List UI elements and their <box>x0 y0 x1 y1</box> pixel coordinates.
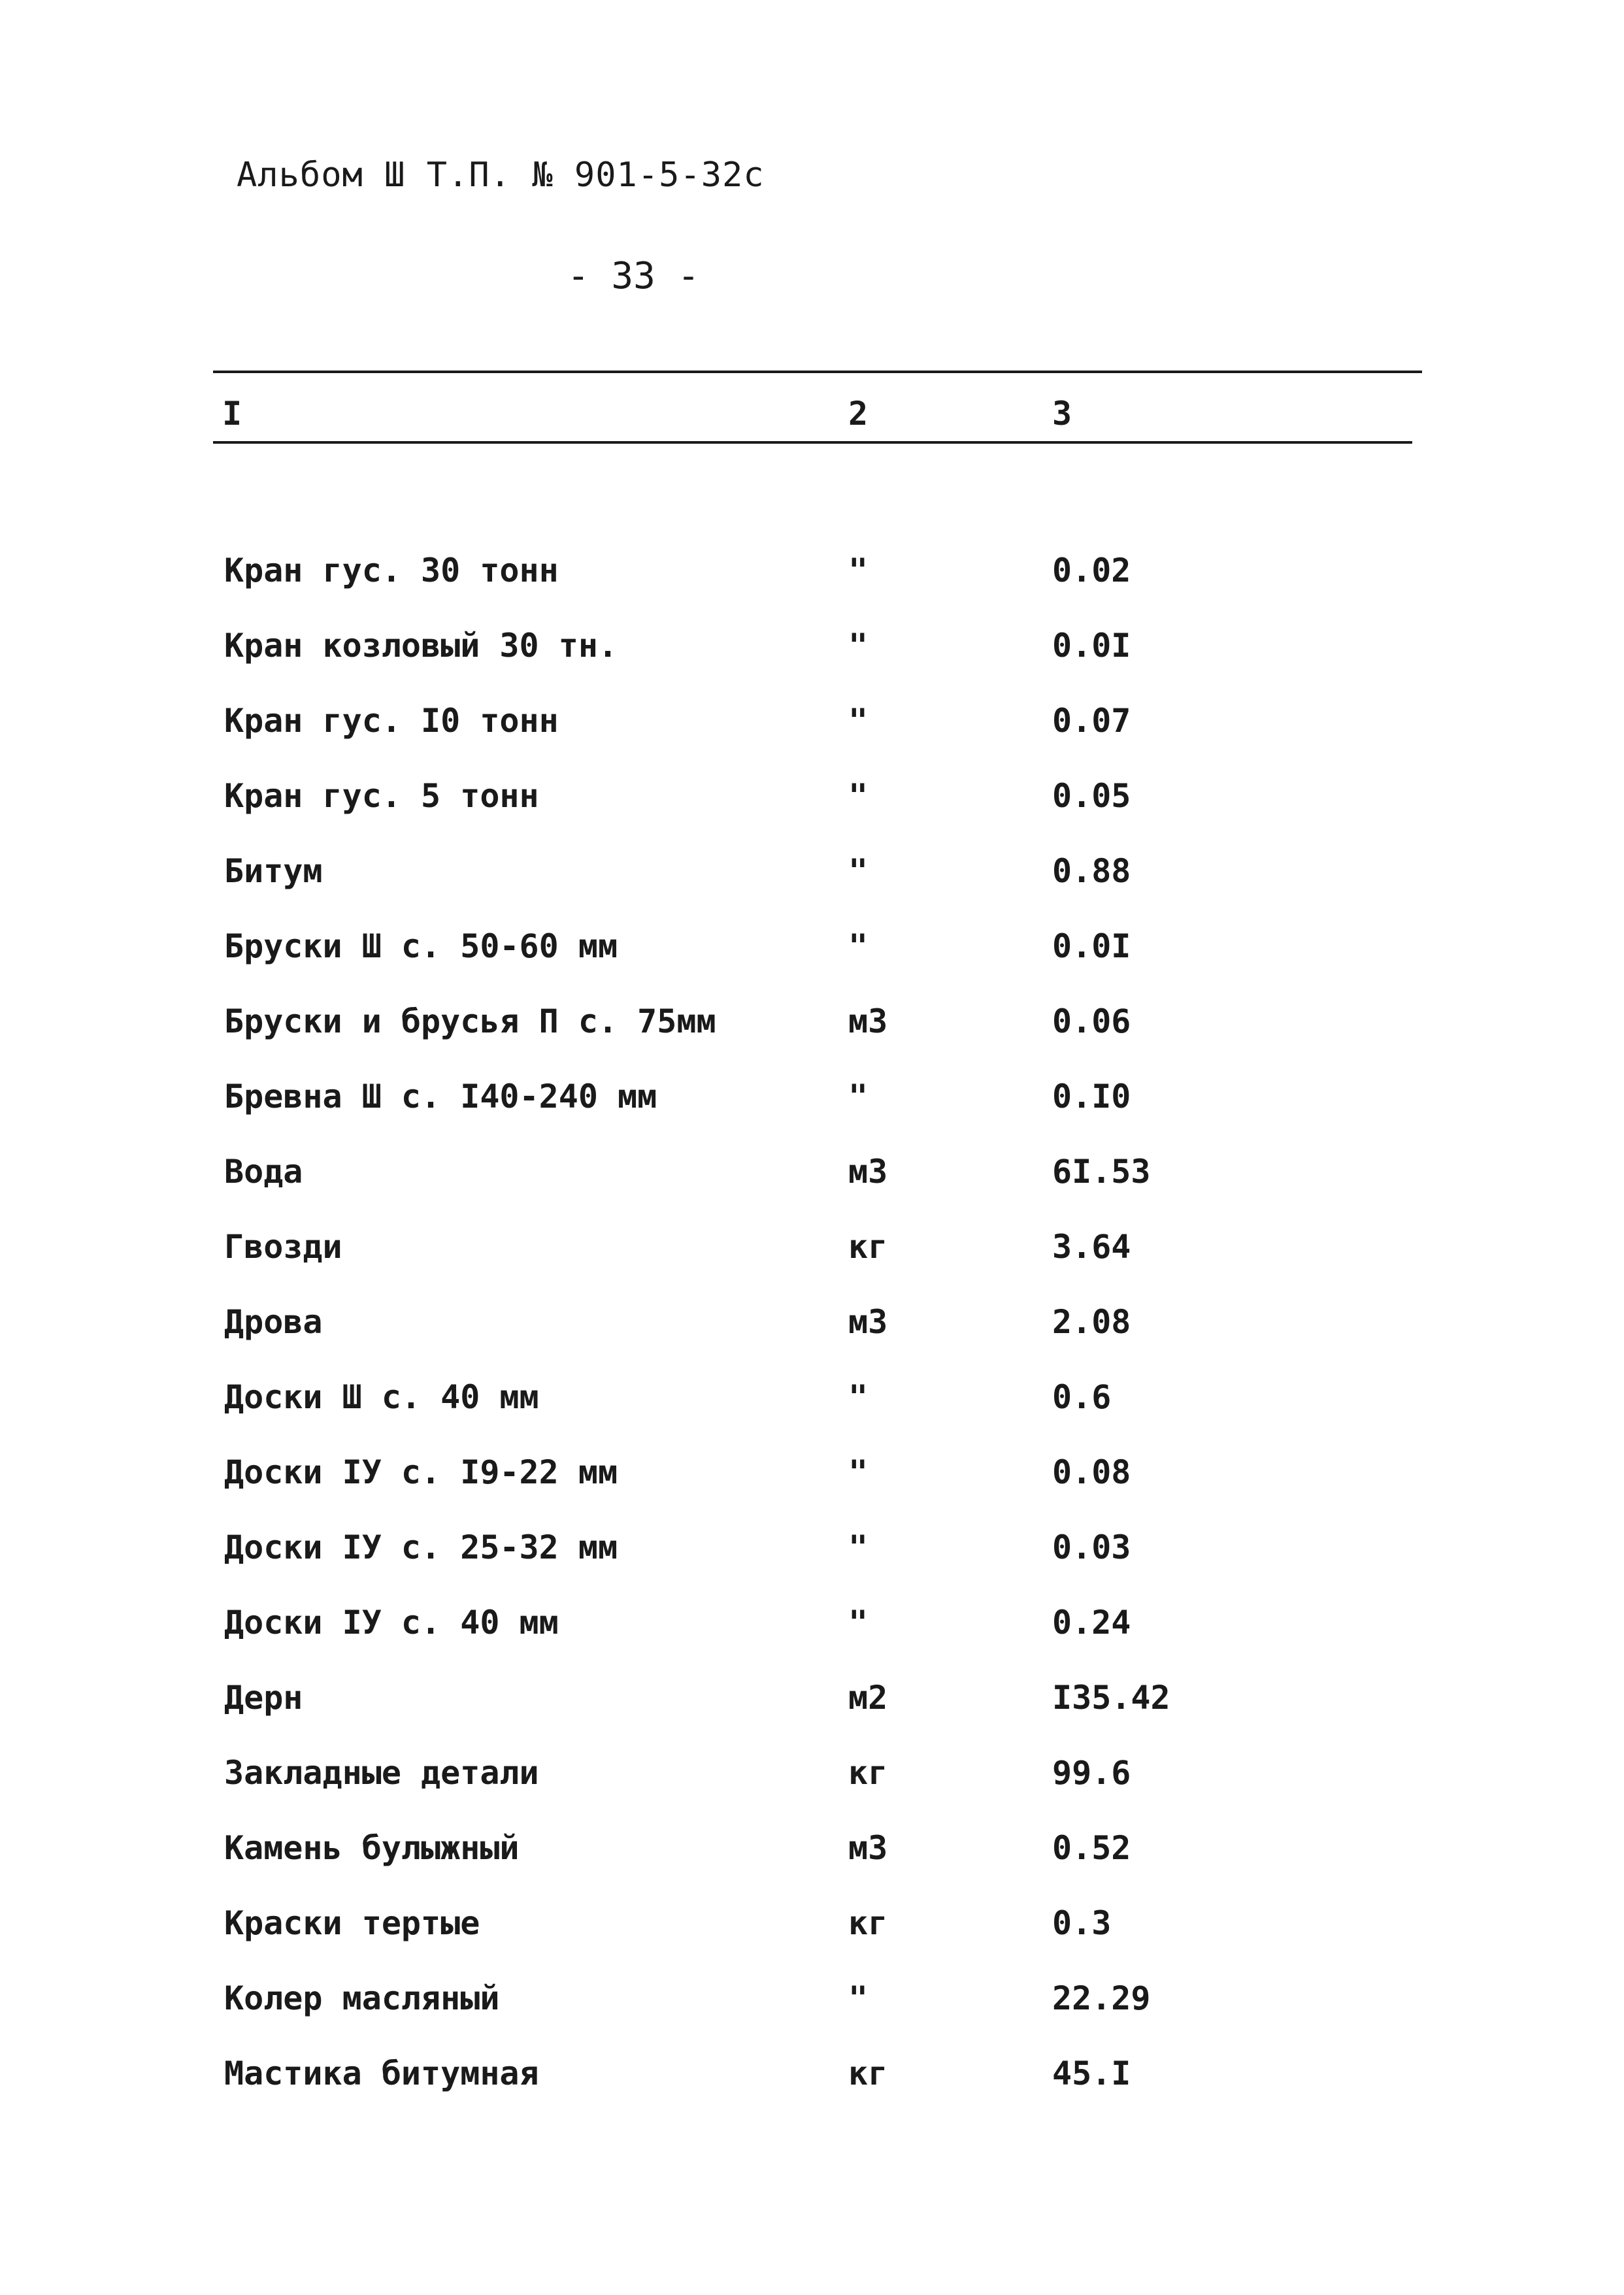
table-top-rule <box>213 371 1422 373</box>
table-row <box>0 1964 1624 2039</box>
quantity-cell: 0.6 <box>1052 1378 1112 1416</box>
unit-cell: кг <box>848 2055 888 2092</box>
material-name: Доски Ш с. 40 мм <box>224 1378 539 1416</box>
unit-cell: " <box>848 777 869 815</box>
quantity-cell: 99.6 <box>1052 1754 1131 1792</box>
table-row <box>0 2039 1624 2114</box>
material-name: Кран гус. I0 тонн <box>224 702 559 740</box>
page-number: - 33 - <box>567 255 700 297</box>
unit-cell: " <box>848 702 869 740</box>
material-name: Кран гус. 30 тонн <box>224 552 559 589</box>
unit-cell: м3 <box>848 1002 888 1040</box>
unit-cell: " <box>848 627 869 665</box>
table-row <box>0 686 1624 761</box>
unit-cell: кг <box>848 1228 888 1266</box>
quantity-cell: 22.29 <box>1052 1979 1151 2017</box>
material-name: Мастика битумная <box>224 2055 539 2092</box>
unit-cell: " <box>848 927 869 965</box>
unit-cell: кг <box>848 1754 888 1792</box>
quantity-cell: 0.I0 <box>1052 1078 1131 1115</box>
unit-cell: кг <box>848 1904 888 1942</box>
table-row <box>0 1137 1624 1212</box>
table-row <box>0 1513 1624 1588</box>
table-header-rule <box>213 441 1412 444</box>
quantity-cell: 0.05 <box>1052 777 1131 815</box>
table-row <box>0 1588 1624 1663</box>
material-name: Закладные детали <box>224 1754 539 1792</box>
material-name: Гвозди <box>224 1228 342 1266</box>
unit-cell: " <box>848 1378 869 1416</box>
material-name: Камень булыжный <box>224 1829 520 1867</box>
table-row <box>0 1212 1624 1287</box>
quantity-cell: 0.0I <box>1052 627 1131 665</box>
table-row <box>0 1813 1624 1889</box>
quantity-cell: 0.03 <box>1052 1528 1131 1566</box>
table-row <box>0 987 1624 1062</box>
material-name: Кран козловый 30 тн. <box>224 627 618 665</box>
table-row <box>0 1889 1624 1964</box>
unit-cell: м3 <box>848 1153 888 1191</box>
material-name: Доски IУ с. 25-32 мм <box>224 1528 618 1566</box>
material-name: Битум <box>224 852 323 890</box>
material-name: Дерн <box>224 1679 303 1717</box>
table-row <box>0 836 1624 912</box>
material-name: Бруски и брусья П с. 75мм <box>224 1002 716 1040</box>
column-header-3: 3 <box>1052 395 1072 433</box>
unit-cell: " <box>848 1453 869 1491</box>
quantity-cell: 2.08 <box>1052 1303 1131 1341</box>
unit-cell: " <box>848 1979 869 2017</box>
unit-cell: " <box>848 1078 869 1115</box>
table-row <box>0 1438 1624 1513</box>
quantity-cell: 0.88 <box>1052 852 1131 890</box>
table-row <box>0 611 1624 686</box>
quantity-cell: 0.07 <box>1052 702 1131 740</box>
unit-cell: м3 <box>848 1829 888 1867</box>
material-name: Вода <box>224 1153 303 1191</box>
quantity-cell: 3.64 <box>1052 1228 1131 1266</box>
quantity-cell: 0.3 <box>1052 1904 1112 1942</box>
quantity-cell: 0.08 <box>1052 1453 1131 1491</box>
table-row <box>0 1663 1624 1738</box>
material-name: Доски IУ с. 40 мм <box>224 1604 559 1642</box>
unit-cell: " <box>848 552 869 589</box>
material-name: Бруски Ш с. 50-60 мм <box>224 927 618 965</box>
album-header: Альбом Ш Т.П. № 901-5-32с <box>237 156 765 195</box>
unit-cell: " <box>848 1528 869 1566</box>
unit-cell: м3 <box>848 1303 888 1341</box>
unit-cell: " <box>848 852 869 890</box>
material-name: Дрова <box>224 1303 323 1341</box>
quantity-cell: 0.02 <box>1052 552 1131 589</box>
table-row <box>0 761 1624 836</box>
material-name: Колер масляный <box>224 1979 500 2017</box>
table-row <box>0 536 1624 611</box>
quantity-cell: 0.06 <box>1052 1002 1131 1040</box>
quantity-cell: 6I.53 <box>1052 1153 1151 1191</box>
table-row <box>0 1287 1624 1362</box>
material-name: Краски тертые <box>224 1904 480 1942</box>
unit-cell: м2 <box>848 1679 888 1717</box>
column-header-1: I <box>222 395 242 433</box>
column-header-2: 2 <box>848 395 869 433</box>
table-body <box>0 536 1624 2114</box>
quantity-cell: 0.24 <box>1052 1604 1131 1642</box>
quantity-cell: I35.42 <box>1052 1679 1170 1717</box>
quantity-cell: 0.52 <box>1052 1829 1131 1867</box>
unit-cell: " <box>848 1604 869 1642</box>
table-row <box>0 1062 1624 1137</box>
material-name: Доски IУ с. I9-22 мм <box>224 1453 618 1491</box>
quantity-cell: 45.I <box>1052 2055 1131 2092</box>
table-row <box>0 912 1624 987</box>
material-name: Кран гус. 5 тонн <box>224 777 539 815</box>
quantity-cell: 0.0I <box>1052 927 1131 965</box>
table-row <box>0 1362 1624 1438</box>
table-row <box>0 1738 1624 1813</box>
material-name: Бревна Ш с. I40-240 мм <box>224 1078 657 1115</box>
